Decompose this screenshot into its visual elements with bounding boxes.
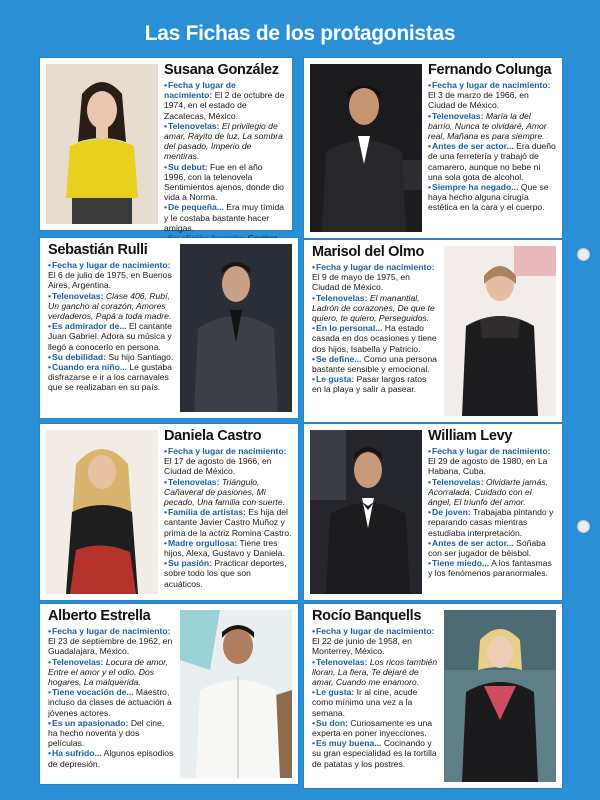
fact-value: Algunos episodios de depresión. — [48, 748, 174, 769]
fact-birth — [48, 260, 174, 291]
fact-likes — [312, 687, 438, 718]
profile-name: William Levy — [428, 428, 513, 444]
fact-telenovelas — [48, 291, 174, 322]
fact-label: • Telenovelas: — [428, 111, 483, 121]
photo-alberto-estrella — [180, 610, 292, 778]
fact-value: El 9 de mayo de 1975, en Ciudad de México. — [312, 272, 410, 293]
fact-telenovelas — [428, 111, 556, 142]
profile-card-alberto-estrella — [40, 604, 298, 784]
fact-label: • Su pasión: — [164, 558, 212, 568]
fact-personal — [312, 323, 438, 354]
punch-hole-bottom — [577, 520, 590, 533]
fact-value: A los fantasmas y los fenómenos paranormales. — [428, 558, 552, 579]
fact-value: El 22 de junio de 1958, en Monterrey, México. — [312, 636, 412, 657]
fact-value: Curiosamente es una experta en poner inyecciones. — [312, 717, 433, 739]
fact-birth — [428, 80, 556, 111]
fact-value: El 17 de agosto de 1966, en Ciudad de México. — [164, 456, 272, 477]
fact-value: Tiene tres hijos, Alexa, Gustavo y Daniela. — [164, 537, 285, 559]
fact-value: El 3 de marzo de 1966, en Ciudad de México. — [428, 90, 529, 111]
fact-label: • Le gusta: — [312, 687, 354, 697]
fact-value: Del cine, ha hecho noventa y dos películas. — [48, 717, 165, 749]
fact-before-acting — [428, 141, 556, 182]
fact-label: • Es un apasionado: — [48, 718, 128, 728]
fact-birth — [312, 626, 438, 657]
photo-rocio-banquells — [444, 610, 556, 782]
fact-label: • Fecha y lugar de nacimiento: — [48, 260, 170, 270]
fact-value: Locura de amor, Entre el amor y el odio, Dos hogares, La malquerida. — [48, 656, 168, 688]
fact-value: Pasar largos ratos en la playa y salir a pasear. — [312, 374, 427, 395]
fact-label: • Fecha y lugar de nacimiento: — [428, 446, 550, 456]
fact-label: • De pequeña... — [164, 202, 224, 212]
profile-card-marisol-del-olmo — [304, 240, 562, 422]
fact-mother — [164, 538, 292, 558]
fact-admirer — [48, 321, 174, 352]
profile-card-rocio-banquells — [304, 604, 562, 788]
fact-suffered — [48, 748, 174, 768]
profile-content — [312, 608, 438, 784]
fact-label: • Le gusta: — [312, 374, 354, 384]
profile-content — [428, 62, 556, 234]
fact-denied — [428, 182, 556, 213]
fact-value: Ir al cine, acude como mínimo una vez a la semana. — [312, 687, 418, 718]
fact-telenovelas — [428, 477, 556, 508]
profile-content — [164, 62, 286, 233]
fact-value: Ha estado casada en dos ocasiones y tiene dos hijos, Isabella y Patricio. — [312, 323, 437, 354]
photo-fernando-colunga — [310, 64, 422, 232]
fact-fear — [428, 558, 556, 578]
fact-label: • Madre orgullosa: — [164, 538, 237, 548]
fact-label: • Su debut: — [164, 162, 208, 172]
fact-label: • Fecha y lugar de nacimiento: — [312, 262, 434, 272]
fact-birth — [312, 262, 438, 293]
fact-label: • Cuando era niño... — [48, 362, 127, 372]
fact-label: • Telenovelas: — [312, 657, 367, 667]
fact-value: El 23 de septiembre de 1962, en Guadalajara, México. — [48, 636, 173, 657]
photo-daniela-castro — [46, 430, 158, 594]
fact-label: • Telenovelas: — [428, 477, 483, 487]
fact-label: • Siempre ha negado... — [428, 182, 518, 192]
fact-passion — [164, 558, 292, 589]
fact-value: Clase 406, Rubí, Un gancho al corazón, Amores verdaderos, Papá a toda madre. — [48, 290, 172, 322]
fact-defines — [312, 354, 438, 374]
profile-content — [428, 428, 556, 596]
fact-telenovelas — [48, 657, 174, 688]
fact-debut — [164, 162, 286, 203]
fact-label: • Es admirador de... — [48, 321, 127, 331]
fact-passion — [48, 718, 174, 749]
fact-childhood — [48, 362, 174, 393]
fact-label: • Fecha y lugar de nacimiento: — [164, 446, 286, 456]
profile-card-william-levy — [304, 424, 562, 600]
profile-card-susana-gonzalez — [40, 58, 292, 233]
page-title: Las Fichas de los protagonistas — [144, 22, 456, 45]
fact-label: • Su debilidad: — [48, 352, 106, 362]
fact-label: • Ha sufrido... — [48, 748, 102, 758]
profile-name: Fernando Colunga — [428, 62, 552, 78]
fact-label: • Antes de ser actor... — [428, 141, 514, 151]
fact-value: Su hijo Santiago. — [108, 351, 174, 362]
profile-card-daniela-castro — [40, 424, 298, 600]
fact-label: • Telenovelas: — [164, 477, 219, 487]
profile-name: Susana González — [164, 62, 279, 78]
fact-value: El 29 de agosto de 1980, en La Habana, Cuba. — [428, 456, 548, 477]
fact-value: Le gustaba disfrazarse e ir a los carnavales que se realizaban en su país. — [48, 362, 172, 393]
fact-label: • Telenovelas: — [48, 657, 103, 667]
profile-name: Sebastián Rulli — [48, 242, 148, 258]
fact-telenovelas — [164, 121, 286, 162]
fact-before-acting — [428, 538, 556, 558]
fact-birth — [164, 80, 286, 121]
profile-card-sebastian-rulli — [40, 238, 298, 418]
fact-label: • De joven: — [428, 507, 471, 517]
fact-telenovelas — [312, 293, 438, 324]
profile-name: Rocío Banquells — [312, 608, 422, 624]
fact-label: • Tiene vocación de... — [48, 687, 134, 697]
fact-value: Triángulo, Cañaveral de pasiones, Mi pecado, Una familia con suerte. — [164, 476, 285, 508]
fact-birth — [164, 446, 292, 477]
fact-value: El manantial, Ladrón de corazones, De que te quiero, te quiero, Perseguidos. — [312, 292, 435, 324]
fact-label: • Se define... — [312, 354, 361, 364]
fact-label: • Fecha y lugar de nacimiento: — [428, 80, 550, 90]
fact-label: • Fecha y lugar de nacimiento: — [48, 626, 170, 636]
fact-label: • En lo personal... — [312, 323, 382, 333]
fact-value: Era muy tímida y le costaba bastante hacer amigas. — [164, 202, 285, 233]
profile-content — [312, 244, 438, 418]
fact-label: • Telenovelas: — [48, 291, 103, 301]
fact-value: El cantante Juan Gabriel. Adora su música y llegó a conocerlo en persona. — [48, 321, 172, 352]
punch-hole-top — [577, 248, 590, 261]
fact-label: • Fecha y lugar de nacimiento: — [164, 80, 236, 100]
fact-label: • Telenovelas: — [312, 293, 367, 303]
fact-label: • Familia de artistas: — [164, 507, 246, 517]
photo-william-levy — [310, 430, 422, 594]
fact-family — [164, 507, 292, 538]
fact-likes — [312, 374, 438, 394]
photo-marisol-del-olmo — [444, 246, 556, 416]
fact-value: Practicar deportes, sobre todo los que son acuáticos. — [164, 558, 287, 589]
fact-value: Trabajaba pintando y reparando casas mientras estudiaba interpretación. — [428, 507, 554, 538]
fact-label: • Es muy buena... — [312, 738, 381, 748]
fact-value: María la del barrio, Nunca te olvidaré, Amor real, Mañana es para siempre. — [428, 110, 547, 142]
profile-content — [48, 242, 174, 414]
fact-value: El 2 de octubre de 1974, en el estado de Zacatecas, México. — [164, 90, 285, 121]
fact-label: • Antes de ser actor... — [428, 538, 514, 548]
fact-value: Soñaba con ser jugador de béisbol. — [428, 537, 546, 559]
fact-label: • Telenovelas: — [164, 121, 219, 131]
fact-weakness — [48, 352, 174, 362]
profile-content — [48, 608, 174, 780]
profile-content — [164, 428, 292, 596]
fact-childhood — [164, 202, 286, 233]
fact-value: Cocinando y su gran especialidad es la tortilla de patatas y los postres. — [312, 738, 437, 769]
fact-vocation — [48, 687, 174, 718]
fact-value: Los ricos también lloran, La fiera, Te dejaré de amar, Cuando me enamoro. — [312, 656, 438, 688]
fact-birth — [428, 446, 556, 477]
profile-name: Marisol del Olmo — [312, 244, 425, 260]
fact-telenovelas — [164, 477, 292, 508]
fact-value: El privilegio de amar, Rayito de luz, La sombra del pasado, Imperio de mentiras. — [164, 120, 283, 162]
fact-good-at — [312, 738, 438, 769]
profile-name: Alberto Estrella — [48, 608, 151, 624]
profile-name: Daniela Castro — [164, 428, 262, 444]
fact-value: Olvidarte jamás, Acorralada, Cuidado con el ángel, El triunfo del amor. — [428, 476, 548, 508]
fact-value: Maestro, incluso da clases de actuación a jóvenes actores. — [48, 687, 172, 718]
fact-value: Era dueño de una ferretería y trabajó de camarero, aunque no bebe ni una sola gota de alcohol. — [428, 141, 556, 182]
photo-susana-gonzalez — [46, 64, 158, 224]
fact-telenovelas — [312, 657, 438, 688]
photo-sebastian-rulli — [180, 244, 292, 412]
profile-card-fernando-colunga — [304, 58, 562, 238]
fact-value: Que se haya hecho alguna cirugía estética en la cara y el cuerpo. — [428, 182, 549, 213]
fact-gift — [312, 718, 438, 738]
fact-value: Como una persona bastante sensible y emocional. — [312, 353, 437, 375]
fact-value: Fue en el año 1996, con la telenovela Sentimientos ajenos, donde dio vida a Norma. — [164, 161, 284, 203]
fact-label: • Tiene miedo... — [428, 558, 489, 568]
fact-label: • Su don: — [312, 718, 348, 728]
fact-label: • Fecha y lugar de nacimiento: — [312, 626, 434, 636]
fact-value: El 6 de julio de 1975, en Buenos Aires, Argentina. — [48, 270, 172, 291]
fact-youth — [428, 507, 556, 538]
fact-birth — [48, 626, 174, 657]
fact-value: Es hija del cantante Javier Castro Muñoz y prima de la actriz Romina Castro. — [164, 507, 292, 538]
